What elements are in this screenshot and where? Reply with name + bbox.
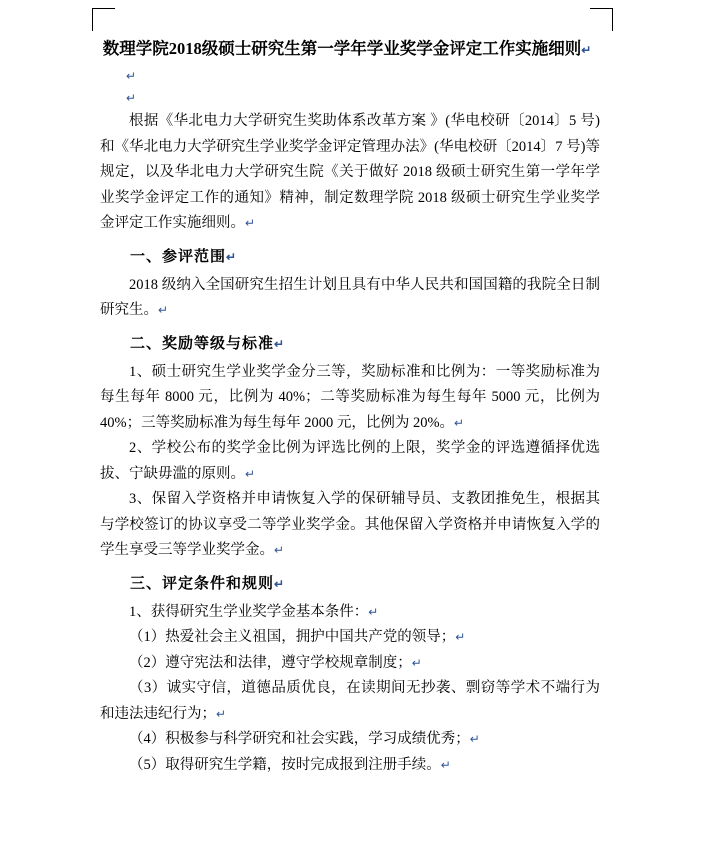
section-1-paragraph-1 (100, 273, 600, 324)
section-heading-text: 一、参评范围 (130, 248, 227, 265)
blank-line-1 (100, 65, 600, 87)
section-3-paragraph-2 (100, 625, 600, 651)
paragraph-mark: ↵ (126, 69, 137, 83)
paragraph-mark: ↵ (126, 91, 137, 105)
page-title-text: 数理学院2018级硕士研究生第一学年学业奖学金评定工作实施细则 (102, 39, 582, 58)
section-3-paragraph-4 (100, 676, 600, 727)
section-heading-3 (100, 570, 600, 598)
paragraph-text: （1）热爱社会主义祖国，拥护中国共产党的领导； (129, 629, 456, 645)
section-3-paragraph-3 (100, 651, 600, 677)
paragraph-mark: ↵ (216, 706, 227, 721)
paragraph-mark: ↵ (368, 604, 379, 619)
paragraph-text: 3、保留入学资格并申请恢复入学的保研辅导员、支教团推免生，根据其与学校签订的协议享受二等学业奖学金。其他保留入学资格并申请恢复入学的学生享受三等学业奖学金。 (100, 491, 600, 558)
page-title (94, 36, 600, 63)
paragraph-mark: ↵ (274, 336, 286, 351)
section-2-paragraph-2 (100, 436, 600, 487)
paragraph-text: 2018 级纳入全国研究生招生计划且具有中华人民共和国国籍的我院全日制研究生。 (100, 276, 600, 318)
paragraph-mark: ↵ (274, 576, 286, 591)
section-3-paragraph-5 (100, 727, 600, 753)
paragraph-text: 根据《华北电力大学研究生奖助体系改革方案 》(华电校研〔2014〕5 号)和《华北电力大学研究生学业奖学金评定管理办法》(华电校研〔2014〕7 号)等规定，以及华北电力大学研究生院《关于做好 2018 级硕士研究生第一学年学业奖学金评定工作的通知》精神，制定数理学院 2018 级硕士研究生学业奖学金评定工作实施细则。 (100, 113, 600, 231)
paragraph-mark: ↵ (274, 543, 285, 557)
paragraph-mark: ↵ (226, 249, 238, 264)
paragraph-mark: ↵ (245, 216, 256, 230)
blank-line-2 (100, 87, 600, 109)
section-3-paragraph-6 (100, 753, 600, 779)
section-heading-2 (100, 330, 600, 358)
paragraph-mark: ↵ (581, 43, 592, 57)
paragraph-mark: ↵ (469, 732, 480, 746)
section-heading-text: 三、评定条件和规则 (130, 575, 275, 592)
paragraph-mark: ↵ (455, 630, 466, 644)
title-block (100, 36, 600, 63)
paragraph-mark: ↵ (454, 415, 465, 430)
section-heading-text: 二、奖励等级与标准 (130, 335, 275, 352)
paragraph-text: 1、获得研究生学业奖学金基本条件： (129, 603, 369, 620)
paragraph-mark: ↵ (245, 466, 256, 481)
section-3-paragraph-1 (100, 600, 600, 626)
paragraph-text: 1、硕士研究生学业奖学金分三等，奖励标准和比例为：一等奖励标准为每生每年 8000 元，比例为 40%；二等奖励标准为每生每年 5000 元，比例为 40%；三等奖励标准为每生每年 2000 元，比例为 20%。 (100, 363, 600, 431)
section-2-paragraph-3 (100, 487, 600, 564)
section-heading-1 (100, 243, 600, 271)
paragraph-mark: ↵ (158, 303, 169, 317)
crop-mark-top-left (92, 8, 115, 31)
section-2-paragraph-1 (100, 360, 600, 437)
paragraph-mark: ↵ (440, 757, 451, 772)
paragraph-text: （4）积极参与科学研究和社会实践，学习成绩优秀； (129, 731, 470, 747)
paragraph-intro (100, 109, 600, 237)
crop-mark-top-right (590, 8, 613, 31)
paragraph-text: （3）诚实守信，道德品质优良，在读期间无抄袭、剽窃等学术不端行为和违法违纪行为； (100, 680, 600, 722)
paragraph-mark: ↵ (411, 655, 422, 670)
paragraph-text: （5）取得研究生学籍，按时完成报到注册手续。 (129, 756, 441, 773)
paragraph-text: （2）遵守宪法和法律，遵守学校规章制度； (129, 654, 412, 671)
paragraph-text: 2、学校公布的奖学金比例为评选比例的上限，奖学金的评选遵循择优选拔、宁缺毋滥的原则。 (100, 440, 600, 482)
document-body (100, 36, 600, 778)
